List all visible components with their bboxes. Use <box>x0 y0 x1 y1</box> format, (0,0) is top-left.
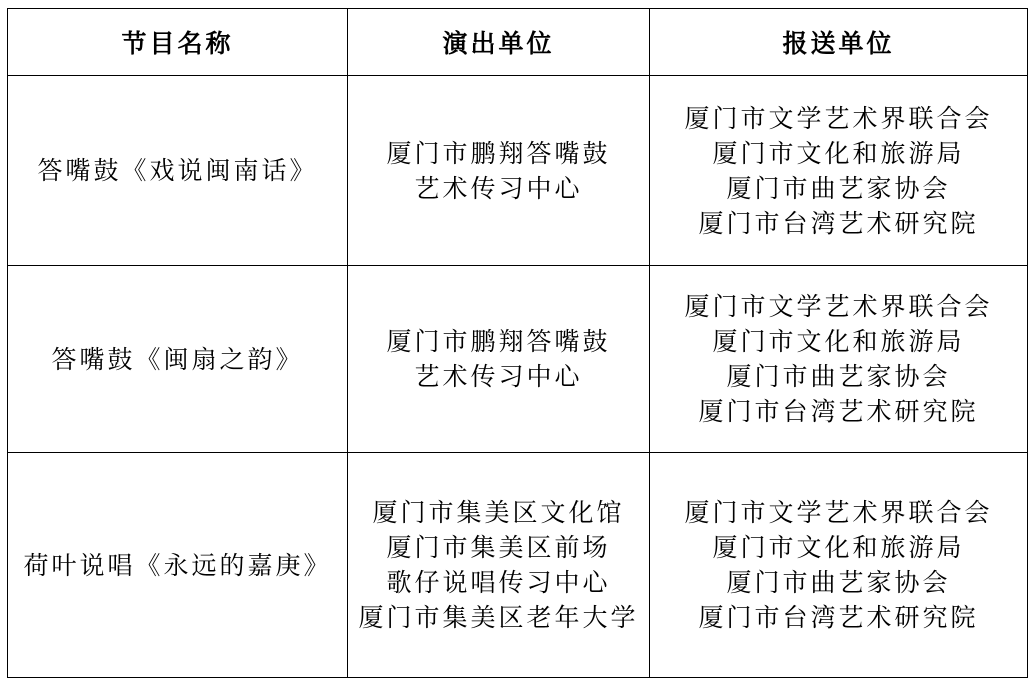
submitter-line: 厦门市台湾艺术研究院 <box>698 603 979 632</box>
header-program-name: 节目名称 <box>8 9 348 76</box>
program-name: 答嘴鼓《闽扇之韵》 <box>51 344 304 374</box>
submitter-line: 厦门市文化和旅游局 <box>712 533 965 562</box>
submitter-line: 厦门市文学艺术界联合会 <box>684 292 993 321</box>
performer-line: 艺术传习中心 <box>414 173 583 203</box>
program-name: 答嘴鼓《戏说闽南话》 <box>37 156 318 185</box>
header-submitter: 报送单位 <box>650 9 1028 76</box>
performer-cell <box>348 76 650 266</box>
submitter-line: 厦门市文化和旅游局 <box>712 327 965 356</box>
performer-cell <box>348 453 650 678</box>
submitter-cell <box>650 76 1028 266</box>
submitter-line: 厦门市曲艺家协会 <box>726 362 951 391</box>
submitter-line: 厦门市曲艺家协会 <box>726 568 951 597</box>
performer-line: 厦门市集美区前场 <box>386 533 611 562</box>
performer-line: 歌仔说唱传习中心 <box>386 568 611 597</box>
table-header-row <box>8 9 1028 76</box>
header-performer: 演出单位 <box>348 9 650 76</box>
program-name-cell <box>8 453 348 678</box>
submitter-line: 厦门市台湾艺术研究院 <box>698 397 979 426</box>
performer-line: 厦门市鹏翔答嘴鼓 <box>386 138 611 168</box>
submitter-line: 厦门市曲艺家协会 <box>726 173 951 203</box>
submitter-cell <box>650 453 1028 678</box>
table-row <box>8 266 1028 453</box>
performer-line: 厦门市集美区老年大学 <box>358 603 639 632</box>
program-name: 荷叶说唱《永远的嘉庚》 <box>23 550 332 580</box>
submitter-line: 厦门市文化和旅游局 <box>712 138 965 168</box>
performer-cell <box>348 266 650 453</box>
program-table <box>7 8 1028 678</box>
submitter-line: 厦门市文学艺术界联合会 <box>684 103 993 133</box>
performer-line: 厦门市鹏翔答嘴鼓 <box>386 327 611 356</box>
submitter-line: 厦门市文学艺术界联合会 <box>684 498 993 527</box>
table-row <box>8 453 1028 678</box>
submitter-line: 厦门市台湾艺术研究院 <box>698 208 979 238</box>
performer-line: 艺术传习中心 <box>414 362 583 391</box>
submitter-cell <box>650 266 1028 453</box>
program-name-cell <box>8 266 348 453</box>
table-row <box>8 76 1028 266</box>
performer-line: 厦门市集美区文化馆 <box>372 498 625 527</box>
program-name-cell <box>8 76 348 266</box>
